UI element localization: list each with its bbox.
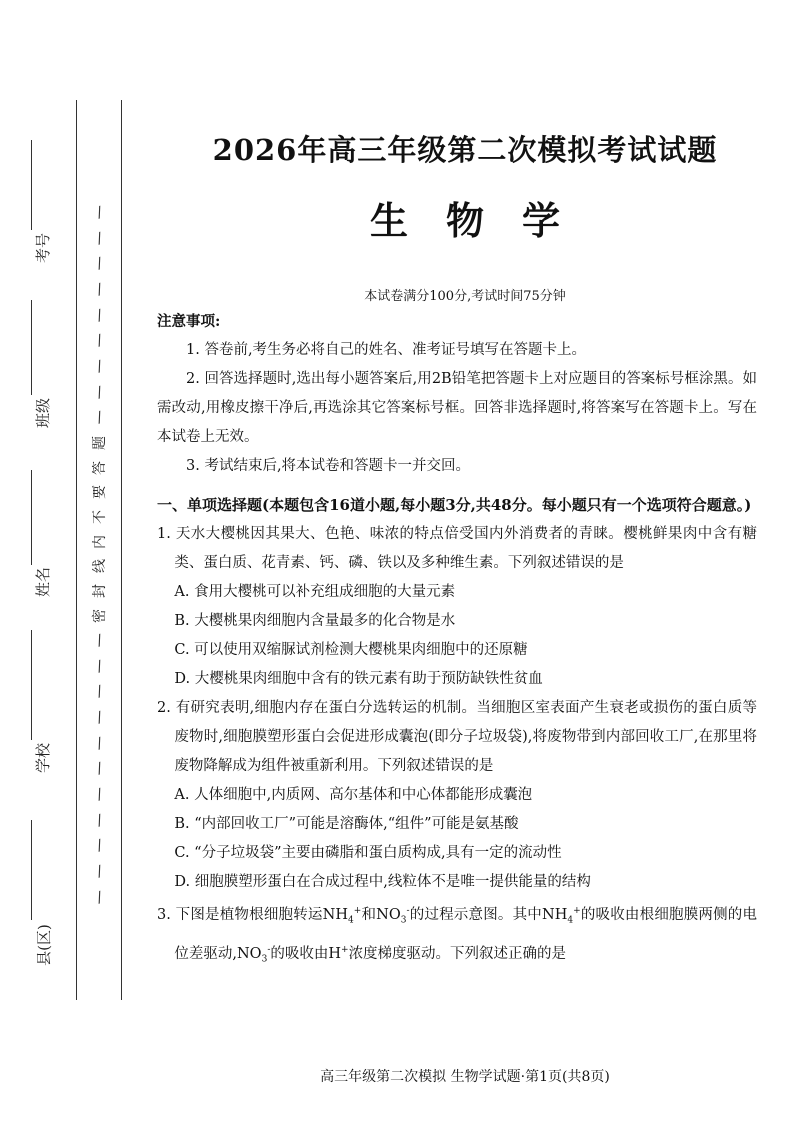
name-label: 姓名 [33,566,52,597]
seal-slash: / [95,407,105,427]
exam-number-field[interactable] [31,140,32,230]
option-b[interactable]: B. “内部回收工厂”可能是溶酶体,“组件”可能是氨基酸 [174,816,519,832]
q3-text: 的过程示意图。其中NH [409,906,568,923]
school-field[interactable] [31,630,32,740]
seal-slash: / [95,228,105,248]
notice-item: 2. 回答选择题时,选出每小题答案后,用2B铅笔把答题卡上对应题目的答案标号框涂黑。如需改动,用橡皮擦干净后,再选涂其它答案标号框。回答非选择题时,将答案写在答题卡上。写在本试卷上无效。 [157,371,757,445]
q3-subscript: 3 [261,954,268,965]
exam-title: 2026年高三年级第二次模拟考试试题 [212,133,718,167]
q3-superscript: + [353,906,362,916]
question-2-options [157,781,757,897]
question-2-stem: 2. 有研究表明,细胞内存在蛋白分选转运的机制。当细胞区室表面产生衰老或损伤的蛋白质等废物时,细胞膜塑形蛋白会促进形成囊泡(即分子垃圾袋),将废物带到内部回收工厂,在那里将废物降解成为组件被重新利用。下列叙述错误的是 [157,700,757,774]
question-1-stem: 1. 天水大樱桃因其果大、色艳、味浓的特点倍受国内外消费者的青睐。樱桃鲜果肉中含有糖类、蛋白质、花青素、钙、磷、铁以及多种维生素。下列叙述错误的是 [157,526,757,571]
q3-superscript: + [573,906,581,916]
seal-slash: / [95,887,105,907]
seal-char: 密 [92,608,108,623]
seal-char: 答 [92,460,108,475]
seal-char: 不 [92,509,108,524]
seal-slash: / [95,253,105,273]
subject-title: 生物学 [369,198,598,243]
county-field[interactable] [31,820,32,920]
seal-slash: / [95,784,105,804]
binding-line-inner [121,100,122,1000]
page-footer: 高三年级第二次模拟 生物学试题·第1页(共8页) [320,1069,610,1085]
q3-text: 的吸收由根细胞膜两侧的电位差驱动,NO [174,906,758,962]
exam-number-label: 考号 [33,232,52,263]
seal-slash: / [95,861,105,881]
q3-subscript: 4 [347,915,354,926]
seal-slash: / [95,356,105,376]
school-label: 学校 [33,742,52,773]
section-heading: 一、单项选择题(本题包含16道小题,每小题3分,共48分。每小题只有一个选项符合题意。) [157,496,752,514]
seal-slash: / [95,682,105,701]
notice-item: 1. 答卷前,考生务必将自己的姓名、准考证号填写在答题卡上。 [186,342,587,358]
seal-slash: / [95,202,105,222]
option-c[interactable]: C. 可以使用双缩脲试剂检测大樱桃果肉细胞中的还原糖 [174,642,528,658]
binding-line-outer [76,100,77,1000]
notice-item: 3. 考试结束后,将本试卷和答题卡一并交回。 [186,458,471,474]
q3-superscript: - [406,906,410,916]
seal-char: 封 [92,583,108,598]
seal-slash: / [95,836,105,855]
seal-slash: / [95,759,105,778]
option-d[interactable]: D. 细胞膜塑形蛋白在合成过程中,线粒体不是唯一提供能量的结构 [174,874,591,890]
class-label: 班级 [33,397,52,428]
option-c[interactable]: C. “分子垃圾袋”主要由磷脂和蛋白质构成,具有一定的流动性 [174,845,562,861]
question-3-stem [157,897,757,974]
seal-slash: / [95,330,105,350]
seal-char: 内 [92,534,108,549]
seal-slash: / [95,810,105,830]
exam-meta: 本试卷满分100分,考试时间75分钟 [364,289,566,304]
q3-text: 和NO [361,906,401,923]
class-field[interactable] [31,300,32,395]
seal-char: 要 [92,485,108,500]
q3-subscript: 3 [400,915,407,926]
seal-slash: / [95,382,105,401]
q3-text: 的吸收由H [270,945,342,962]
option-b[interactable]: B. 大樱桃果肉细胞内含量最多的化合物是水 [174,613,456,629]
binding-strip [0,0,130,1132]
option-d[interactable]: D. 大樱桃果肉细胞中含有的铁元素有助于预防缺铁性贫血 [174,671,543,687]
seal-char: 题 [92,435,108,450]
seal-slash: / [95,707,105,727]
seal-char: 线 [92,559,108,574]
notice-heading: 注意事项: [157,313,221,330]
name-field[interactable] [31,470,32,565]
exam-content [157,307,757,974]
question-1-options [157,578,757,694]
option-a[interactable]: A. 人体细胞中,内质网、高尔基体和中心体都能形成囊泡 [174,787,533,803]
option-a[interactable]: A. 食用大樱桃可以补充组成细胞的大量元素 [174,584,456,600]
seal-slash: / [95,656,105,676]
q3-text: 浓度梯度驱动。下列叙述正确的是 [348,945,567,962]
q3-subscript: 4 [567,915,574,926]
seal-line [87,202,113,907]
q3-text: 3. 下图是植物根细胞转运NH [157,906,348,923]
seal-slash: / [95,733,105,753]
seal-slash: / [95,279,105,299]
county-label: 县(区) [34,924,53,966]
q3-superscript: + [341,944,349,955]
q3-superscript: - [267,944,271,955]
seal-slash: / [95,305,105,324]
seal-slash: / [95,630,105,650]
